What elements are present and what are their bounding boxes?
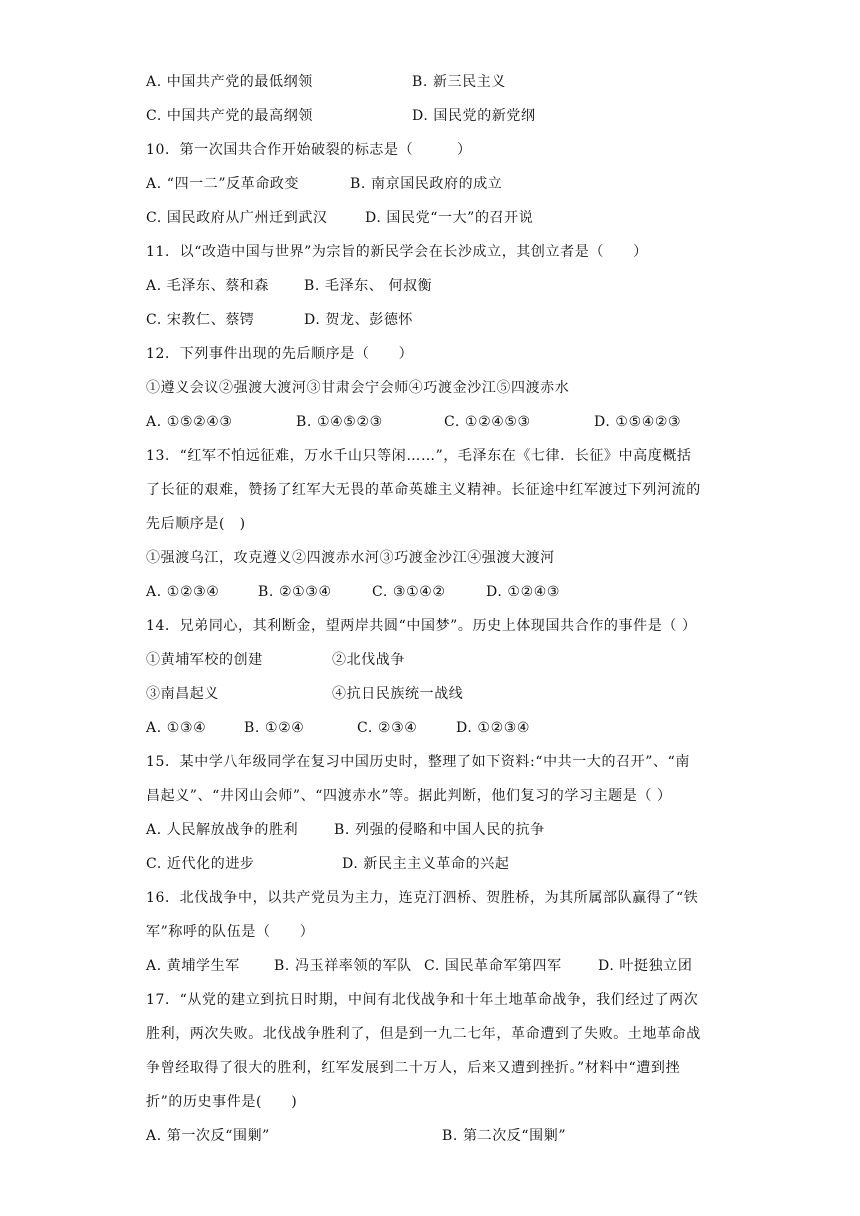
q11-option-a: A. 毛泽东、蔡和森 — [146, 278, 270, 294]
q16-option-d: D. 叶挺独立团 — [598, 958, 693, 974]
q17-option-a: A. 第一次反“围剿” — [146, 1128, 270, 1144]
q13-stem-line2: 了长征的艰难，赞扬了红军大无畏的革命英雄主义精神。长征途中红军渡过下列河流的 — [146, 482, 701, 498]
q16-option-a: A. 黄埔学生军 — [146, 958, 240, 974]
q12-option-d: D. ①⑤④②③ — [594, 414, 682, 430]
q11-stem: 11．以“改造中国与世界”为宗旨的新民学会在长沙成立，其创立者是（ ） — [146, 244, 648, 260]
q15-option-c: C. 近代化的进步 — [146, 856, 255, 872]
q10-option-a: A. “四一二”反革命政变 — [146, 176, 300, 192]
q12-option-a: A. ①⑤②④③ — [146, 414, 233, 430]
q13-option-b: B. ②①③④ — [258, 584, 332, 600]
q17-stem-line1: 17．“从党的建立到抗日时期，中间有北伐战争和十年土地革命战争，我们经过了两次 — [146, 992, 699, 1008]
q16-option-c: C. 国民革命军第四军 — [424, 958, 562, 974]
q10-option-d: D. 国民党“一大”的召开说 — [365, 210, 534, 226]
q12-option-c: C. ①②④⑤③ — [444, 414, 531, 430]
q14-option-b: B. ①②④ — [244, 720, 305, 736]
q16-stem-line1: 16．北伐战争中，以共产党员为主力，连克汀泗桥、贺胜桥，为其所属部队赢得了“铁 — [146, 890, 699, 906]
q13-stem-line1: 13．“红军不怕远征难，万水千山只等闲……”，毛泽东在《七律．长征》中高度概括 — [146, 448, 692, 464]
q9-option-c: C. 中国共产党的最高纲领 — [146, 108, 313, 124]
q10-stem: 10．第一次国共合作开始破裂的标志是（ ） — [146, 142, 472, 158]
q15-option-d: D. 新民主主义革命的兴起 — [342, 856, 510, 872]
q9-option-b: B. 新三民主义 — [412, 74, 506, 90]
q15-option-b: B. 列强的侵略和中国人民的抗争 — [334, 822, 545, 838]
q13-option-a: A. ①②③④ — [146, 584, 220, 600]
q16-stem-line2: 军”称呼的队伍是（ ） — [146, 924, 315, 940]
q13-stem-line3: 先后顺序是( ) — [146, 516, 246, 532]
q15-stem-line2: 昌起义”、“井冈山会师”、“四渡赤水”等。据此判断，他们复习的学习主题是（ ） — [146, 788, 672, 804]
q10-option-b: B. 南京国民政府的成立 — [350, 176, 503, 192]
q12-stem: 12．下列事件出现的先后顺序是（ ） — [146, 346, 414, 362]
q12-items: ①遵义会议②强渡大渡河③甘肃会宁会师④巧渡金沙江⑤四渡赤水 — [146, 380, 570, 396]
q10-option-c: C. 国民政府从广州迁到武汉 — [146, 210, 328, 226]
q13-option-d: D. ①②④③ — [486, 584, 561, 600]
q15-option-a: A. 人民解放战争的胜利 — [146, 822, 299, 838]
q11-option-d: D. 贺龙、彭德怀 — [304, 312, 414, 328]
q14-item-2: ②北伐战争 — [332, 652, 405, 668]
q14-stem: 14．兄弟同心，其利断金，望两岸共圆“中国梦”。历史上体现国共合作的事件是（ ） — [146, 618, 697, 634]
q14-item-1: ①黄埔军校的创建 — [146, 652, 263, 668]
q17-stem-line2: 胜利，两次失败。北伐战争胜利了，但是到一九二七年，革命遭到了失败。土地革命战 — [146, 1026, 701, 1042]
q17-stem-line4: 折”的历史事件是( ) — [146, 1094, 298, 1110]
q14-item-3: ③南昌起义 — [146, 686, 219, 702]
q9-option-a: A. 中国共产党的最低纲领 — [146, 74, 313, 90]
q13-items: ①强渡乌江，攻克遵义②四渡赤水河③巧渡金沙江④强渡大渡河 — [146, 550, 555, 566]
q14-option-a: A. ①③④ — [146, 720, 207, 736]
q13-option-c: C. ③①④② — [372, 584, 446, 600]
q15-stem-line1: 15．某中学八年级同学在复习中国历史时，整理了如下资料:“中共一大的召开”、“南 — [146, 754, 691, 770]
q16-option-b: B. 冯玉祥率领的军队 — [274, 958, 412, 974]
q14-option-c: C. ②③④ — [357, 720, 418, 736]
q14-option-d: D. ①②③④ — [456, 720, 531, 736]
q11-option-c: C. 宋教仁、蔡锷 — [146, 312, 255, 328]
q17-stem-line3: 争曾经取得了很大的胜利，红军发展到二十万人，后来又遭到挫折。”材料中“遭到挫 — [146, 1060, 681, 1076]
q14-item-4: ④抗日民族统一战线 — [332, 686, 464, 702]
q11-option-b: B. 毛泽东、 何叔衡 — [304, 278, 433, 294]
q17-option-b: B. 第二次反“围剿” — [442, 1128, 567, 1144]
q9-option-d: D. 国民党的新党纲 — [412, 108, 536, 124]
q12-option-b: B. ①④⑤②③ — [296, 414, 383, 430]
